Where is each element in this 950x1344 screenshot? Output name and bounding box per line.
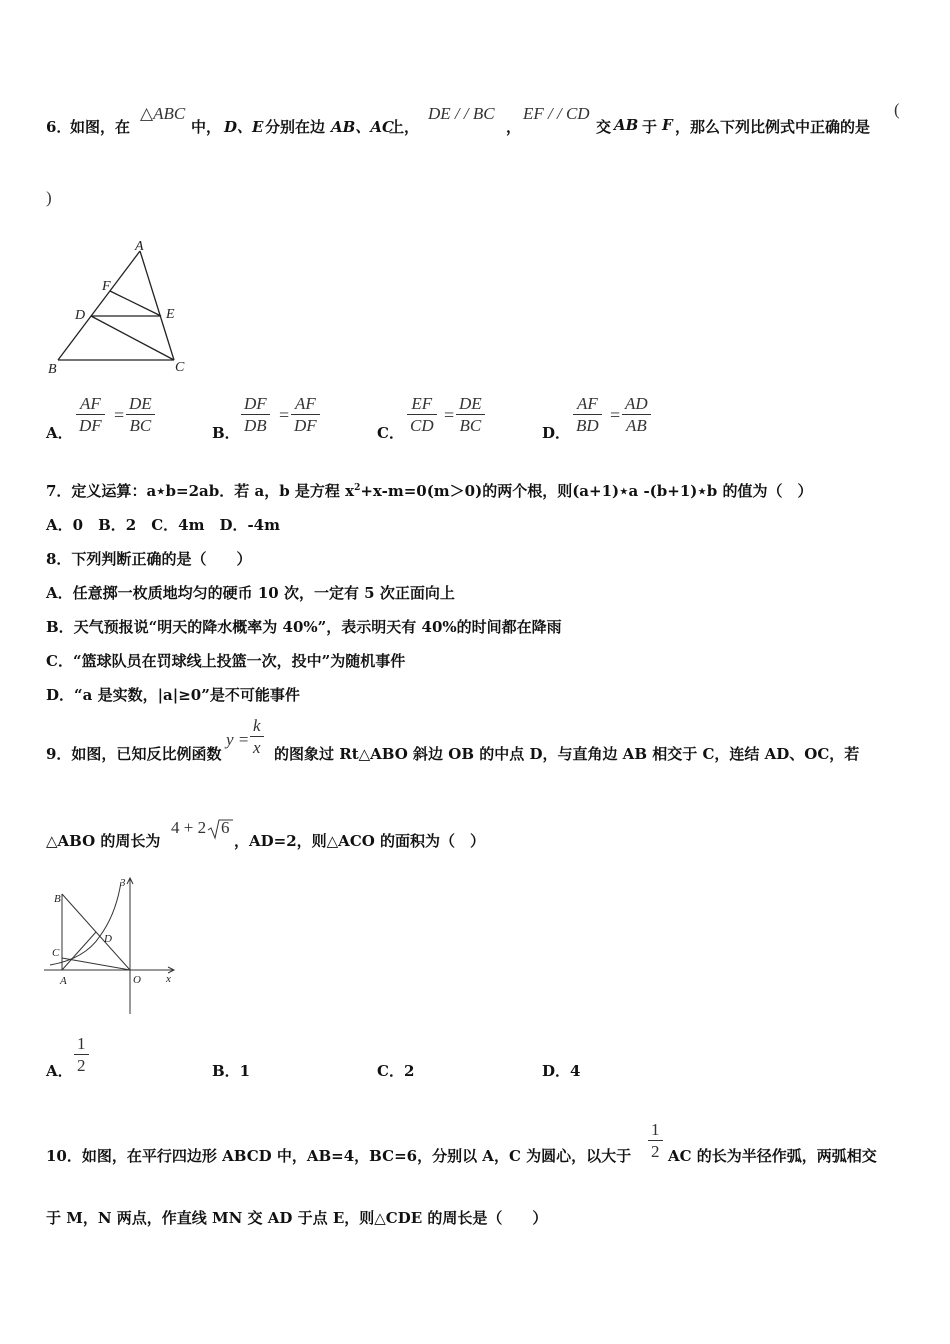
q9-option-c[interactable]: C．2 xyxy=(377,1062,415,1080)
q9-label-b: B xyxy=(54,893,61,905)
q6-option-c-label: C． xyxy=(377,424,404,442)
q6-text-d: 分别在边 xyxy=(265,118,326,136)
q10-text-b: AC 的长为半径作弧，两弧相交 xyxy=(668,1147,877,1165)
q6-option-b-right-fraction xyxy=(291,394,320,437)
q6-option-c-right-den: BC xyxy=(456,414,485,437)
q6-option-c-left-den: CD xyxy=(407,414,437,437)
q6-option-a-left-num: AF xyxy=(79,394,101,413)
q10-fraction-den: 2 xyxy=(648,1140,663,1163)
q6-text-h: AB xyxy=(614,116,639,134)
q6-option-a-right-fraction xyxy=(126,394,155,437)
q6-condition-2: EF / / CD xyxy=(523,104,590,123)
q9-label-o: O xyxy=(133,974,141,986)
q9-segment-oc xyxy=(62,958,130,970)
q6-text-g: 交 xyxy=(596,118,612,136)
q9-option-d[interactable]: D．4 xyxy=(542,1062,581,1080)
q9-text-d: ，AD=2，则△ACO 的面积为（ ） xyxy=(234,832,486,850)
q7-stem-part-b: +x-m=0(m＞0)的两个根，则(a+1)⋆a -(b+1)⋆b 的值为（ ） xyxy=(360,482,813,500)
q6-option-b-right-den: DF xyxy=(291,414,320,437)
q6-comma: ， xyxy=(506,118,522,136)
q9-function-num: k xyxy=(253,716,261,735)
q6-label-e: E xyxy=(166,307,175,322)
q6-text-i: 于 xyxy=(642,118,658,136)
q6-option-d-left-den: BD xyxy=(573,414,602,437)
q6-option-c-right-num: DE xyxy=(459,394,482,413)
q8-option-a[interactable]: A．任意掷一枚质地均匀的硬币 10 次，一定有 5 次正面向上 xyxy=(46,584,455,602)
q6-label-a: A xyxy=(135,239,144,254)
q6-option-d-label: D． xyxy=(542,424,571,442)
q9-option-b[interactable]: B．1 xyxy=(212,1062,251,1080)
q10-fraction xyxy=(648,1120,663,1163)
q6-option-b-equals: = xyxy=(279,405,290,425)
q9-label-a: A xyxy=(60,975,67,987)
q6-option-b-right-num: AF xyxy=(294,394,316,413)
q8-option-d[interactable]: D．“a 是实数，|a|≥0”是不可能事件 xyxy=(46,686,300,704)
q9-label-x: x xyxy=(166,973,171,985)
q6-option-d-right-den: AB xyxy=(622,414,651,437)
q6-text-c: D、E xyxy=(224,118,264,136)
q6-option-d-right-num: AD xyxy=(625,394,648,413)
q6-text-b: 中， xyxy=(191,118,222,136)
q9-coordinate-figure xyxy=(40,874,180,1019)
q7-stem xyxy=(46,480,812,501)
q9-option-a-fraction xyxy=(74,1034,89,1077)
q9-perimeter-a: 4 + 2 xyxy=(171,818,207,837)
q9-text-a: 9．如图，已知反比例函数 xyxy=(46,745,222,763)
q9-function-den: x xyxy=(250,736,264,759)
q6-option-a-left-den: DF xyxy=(76,414,105,437)
q6-text-j: F xyxy=(662,116,673,134)
q9-text-b: 的图象过 Rt△ABO 斜边 OB 的中点 D，与直角边 AB 相交于 C，连结 AD、OC，若 xyxy=(274,745,860,763)
q6-option-a-right-num: DE xyxy=(129,394,152,413)
q6-option-d-left-num: AF xyxy=(576,394,598,413)
q6-option-c-left-fraction xyxy=(407,394,437,437)
q8-option-b[interactable]: B．天气预报说“明天的降水概率为 40%”，表示明天有 40%的时间都在降雨 xyxy=(46,618,562,636)
q7-stem-part-a: 7．定义运算：a⋆b=2ab．若 a，b 是方程 x xyxy=(46,482,355,500)
q9-segment-ad xyxy=(62,932,96,970)
q6-option-d-left-fraction xyxy=(573,394,602,437)
q6-side-ac xyxy=(140,251,174,360)
q9-text-c: △ABO 的周长为 xyxy=(46,832,161,850)
q6-paren-close: ) xyxy=(46,188,52,207)
q6-label-b: B xyxy=(48,362,57,377)
q8-stem: 8．下列判断正确的是（ ） xyxy=(46,550,252,568)
q6-option-d-right-fraction xyxy=(622,394,651,437)
q7-options[interactable]: A．0 B．2 C．4m D．-4m xyxy=(46,516,280,534)
q6-option-b-label: B． xyxy=(212,424,240,442)
q6-option-b-left-num: DF xyxy=(244,394,267,413)
q10-text-a: 10．如图，在平行四边形 ABCD 中，AB=4，BC=6，分别以 A，C 为圆心，以大于 xyxy=(46,1147,632,1165)
q6-option-d-equals: = xyxy=(610,405,621,425)
q9-option-a-label: A． xyxy=(46,1062,73,1080)
q6-option-b-left-fraction xyxy=(241,394,270,437)
q6-condition-1: DE / / BC xyxy=(428,104,495,123)
q6-text-k: ，那么下列比例式中正确的是 xyxy=(675,118,871,136)
q7-exponent: 2 xyxy=(354,483,361,493)
q9-label-y: 3 xyxy=(120,877,126,889)
q6-option-c-right-fraction xyxy=(456,394,485,437)
q6-option-a-left-fraction xyxy=(76,394,105,437)
q10-stem-line2: 于 M，N 两点，作直线 MN 交 AD 于点 E，则△CDE 的周长是（ ） xyxy=(46,1209,548,1227)
q8-option-c[interactable]: C．“篮球队员在罚球线上投篮一次，投中”为随机事件 xyxy=(46,652,406,670)
q9-label-d: D xyxy=(104,933,112,945)
q6-option-a-right-den: BC xyxy=(126,414,155,437)
q6-option-c-equals: = xyxy=(444,405,455,425)
q9-function-fraction xyxy=(250,716,264,759)
q6-label-f: F xyxy=(102,279,111,294)
q6-triangle-abc: △ABC xyxy=(140,104,186,123)
q6-text-e: AB、AC xyxy=(331,118,394,136)
q6-label-c: C xyxy=(175,360,185,375)
q6-option-b-left-den: DB xyxy=(241,414,270,437)
q9-perimeter-b: 6 xyxy=(221,818,230,837)
q9-option-a-den: 2 xyxy=(74,1054,89,1077)
q10-fraction-num: 1 xyxy=(651,1120,660,1139)
q6-option-a-label: A． xyxy=(46,424,73,442)
q6-segment-dc xyxy=(91,316,174,360)
q6-paren-open: ( xyxy=(894,100,900,119)
q6-text-a: 如图，在 xyxy=(70,118,131,136)
q9-function-y: y = xyxy=(226,730,250,749)
q6-side-ab xyxy=(58,251,140,360)
q6-text-f: 上， xyxy=(389,118,420,136)
q6-option-a-equals: = xyxy=(114,405,125,425)
q9-option-a-num: 1 xyxy=(77,1034,86,1053)
q9-label-c: C xyxy=(52,947,60,959)
q6-option-c-left-num: EF xyxy=(411,394,433,413)
q6-triangle-figure xyxy=(40,236,200,381)
q6-number: 6． xyxy=(46,118,72,136)
q6-label-d: D xyxy=(75,308,86,323)
